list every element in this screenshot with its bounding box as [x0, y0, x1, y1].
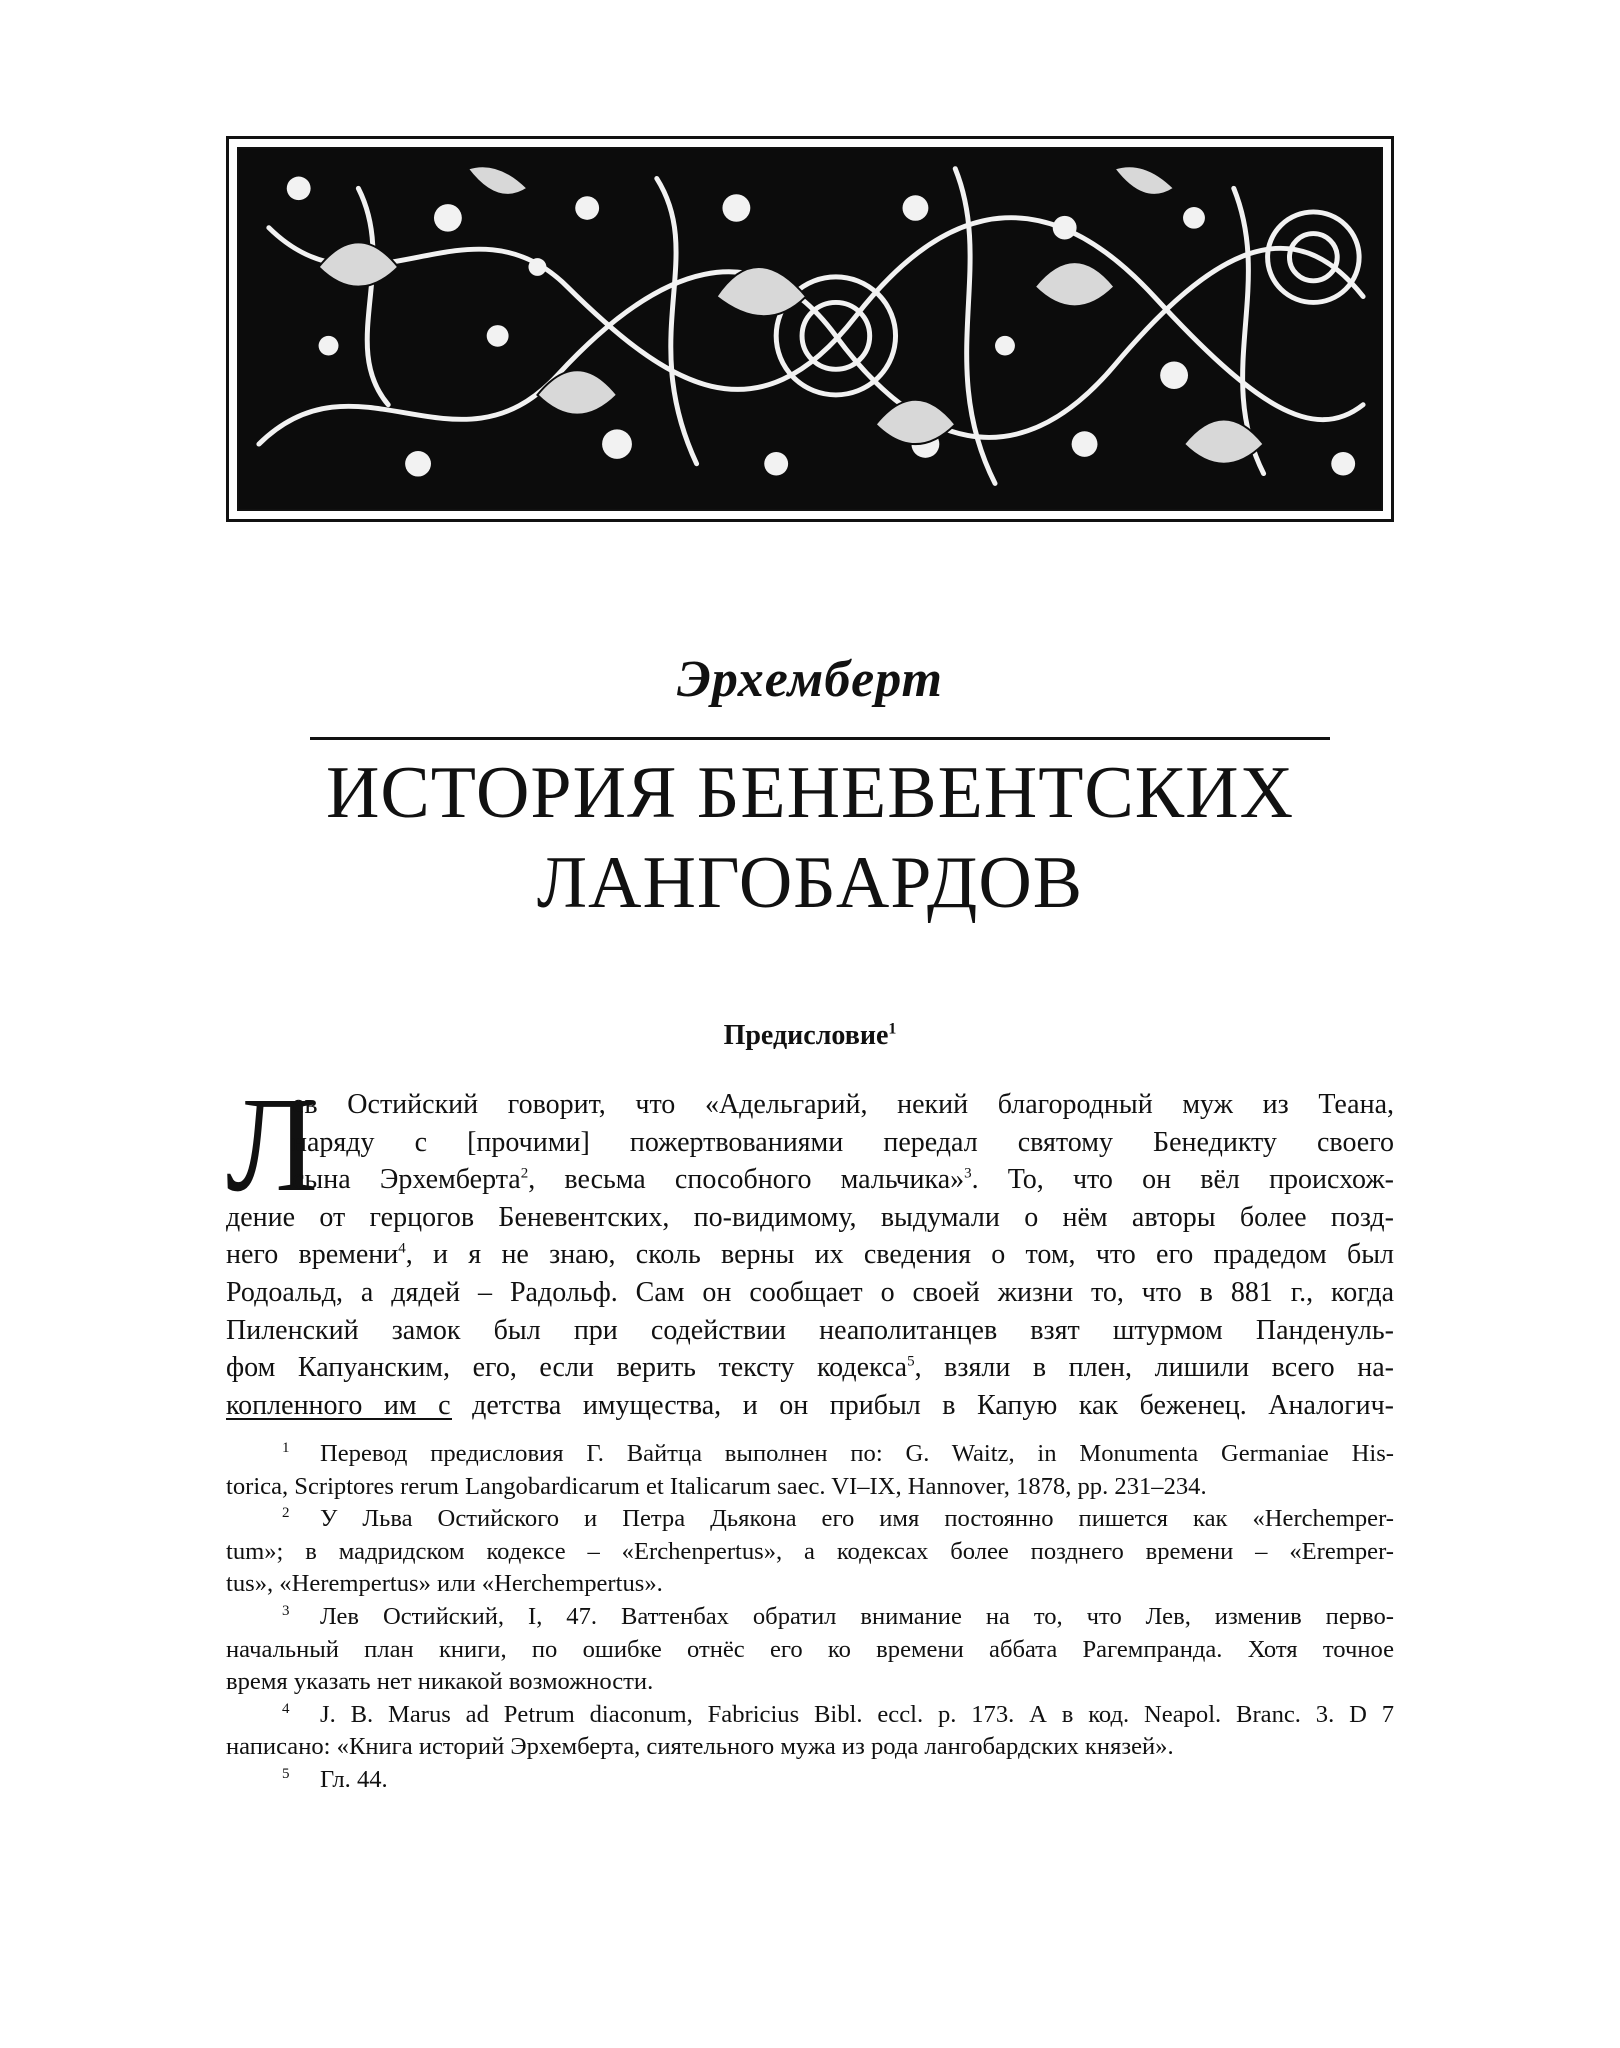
book-title: [0, 748, 1620, 928]
footnote-text: Лев Остийский, I, 47. Ваттенбах обратил внимание на то, что Лев, изменив перво-: [320, 1602, 1394, 1630]
drop-cap: Л: [226, 1070, 319, 1220]
footnote-ref[interactable]: 2: [520, 1165, 529, 1182]
body-line: [226, 1312, 1394, 1350]
body-line: [226, 1274, 1394, 1312]
book-title-line-1: ИСТОРИЯ БЕНЕВЕНТСКИХ: [325, 752, 1295, 834]
body-line: [226, 1236, 1394, 1274]
ornamental-header-frame: [226, 136, 1394, 522]
body-line: [226, 1124, 1394, 1162]
footnote-text: время указать нет никакой возможности.: [226, 1668, 654, 1696]
footnote-text: J. B. Marus ad Petrum diaconum, Fabricius Bibl. eccl. p. 173. А в код. Neapol. Branc. 3. D 7: [320, 1700, 1394, 1728]
footnote-text: torica, Scriptores rerum Langobardicarum et Italicarum saec. VI–IX, Hannover, 1878, pp. 231–234.: [226, 1472, 1207, 1500]
footnote-line: 1 Перевод предисловия Г. Вайтца выполнен по: G. Waitz, in Monumenta Germaniae His-: [282, 1439, 1394, 1467]
book-title-line-2: ЛАНГОБАРДОВ: [536, 842, 1084, 924]
footnote-text: Гл. 44.: [320, 1765, 388, 1793]
body-text-segment: копленного им с детства имущества, и он прибыл в Капую как беженец. Аналогич-: [226, 1389, 1394, 1421]
footnote-line: [226, 1731, 1394, 1764]
footnote-line: [226, 1536, 1394, 1569]
body-paragraph: [226, 1070, 1395, 1424]
body-text-segment: сына Эрхемберта: [292, 1164, 521, 1196]
body-text-segment: , весьма способного мальчика»: [528, 1164, 965, 1196]
footnote-text: tum»; в мадридском кодексе – «Erchenpertus», а кодексах более позднего времени – «Eremper-: [226, 1537, 1394, 1565]
title-divider: [310, 737, 1330, 740]
section-heading-note: 1: [888, 1020, 897, 1038]
body-text-segment: Пиленский замок был при содействии неаполитанцев взят штурмом Панденуль-: [226, 1314, 1394, 1346]
footnote-line: 2 У Льва Остийского и Петра Дьякона его имя постоянно пишется как «Herchemper-: [282, 1505, 1394, 1533]
body-text-segment: дение от герцогов Беневентских, по-видимому, выдумали о нём авторы более позд-: [226, 1201, 1394, 1233]
body-text-segment: , и я не знаю, сколь верны их сведения о том, что его прадедом был: [405, 1239, 1395, 1271]
body-line: [226, 1086, 1394, 1124]
floral-ornament: [237, 147, 1383, 511]
body-text-segment: наряду с [прочими] пожертвованиями передал святому Бенедикту своего: [292, 1126, 1394, 1158]
footnote-text: Перевод предисловия Г. Вайтца выполнен по: G. Waitz, in Monumenta Germaniae His-: [320, 1440, 1394, 1467]
footnote-line: [226, 1634, 1394, 1667]
footnote-ref[interactable]: 3: [964, 1165, 972, 1182]
footnote-line: 3 Лев Остийский, I, 47. Ваттенбах обратил внимание на то, что Лев, изменив перво-: [282, 1602, 1394, 1630]
body-line: [226, 1199, 1394, 1237]
section-heading-text: Предисловие: [723, 1020, 889, 1051]
footnotes: [226, 1438, 1394, 1797]
footnote-ref[interactable]: 5: [907, 1353, 915, 1370]
footnote-ref[interactable]: 4: [398, 1241, 406, 1258]
footnote-line: [226, 1471, 1394, 1504]
body-text-segment: фом Капуанским, его, если верить тексту кодекса: [226, 1352, 908, 1384]
footnote-line: [226, 1568, 1394, 1601]
footnote-text: tus», «Herempertus» или «Herchempertus».: [226, 1570, 663, 1598]
footnote-line: 4 J. B. Marus ad Petrum diaconum, Fabricius Bibl. eccl. p. 173. А в код. Neapol. Branc. 3. D 7: [282, 1700, 1394, 1728]
footnote-text: У Льва Остийского и Петра Дьякона его имя постоянно пишется как «Herchemper-: [320, 1505, 1394, 1533]
footnote-line: 5 Гл. 44.: [282, 1765, 388, 1793]
footnote-divider: [226, 1418, 452, 1420]
floral-ornament-icon: [239, 149, 1381, 509]
body-line: [226, 1349, 1394, 1387]
body-text-segment: ев Остийский говорит, что «Адельгарий, некий благородный муж из Теана,: [292, 1089, 1394, 1120]
body-text-segment: . То, что он вёл происхож-: [971, 1164, 1394, 1196]
section-heading: [0, 1020, 1620, 1052]
body-text-segment: , взяли в плен, лишили всего на-: [914, 1352, 1394, 1384]
footnote-text: начальный план книги, по ошибке отнёс его ко времени аббата Рагемпранда. Хотя точное: [226, 1635, 1394, 1663]
footnote-text: написано: «Книга историй Эрхемберта, сиятельного мужа из рода лангобардских князей».: [226, 1733, 1174, 1761]
body-text-segment: него времени: [226, 1239, 399, 1271]
body-text-segment: Родоальд, а дядей – Радольф. Сам он сообщает о своей жизни то, что в 881 г., когда: [226, 1276, 1394, 1308]
footnote-line: [226, 1666, 1394, 1699]
body-line: [226, 1161, 1394, 1199]
author-name: Эрхемберт: [676, 651, 943, 708]
